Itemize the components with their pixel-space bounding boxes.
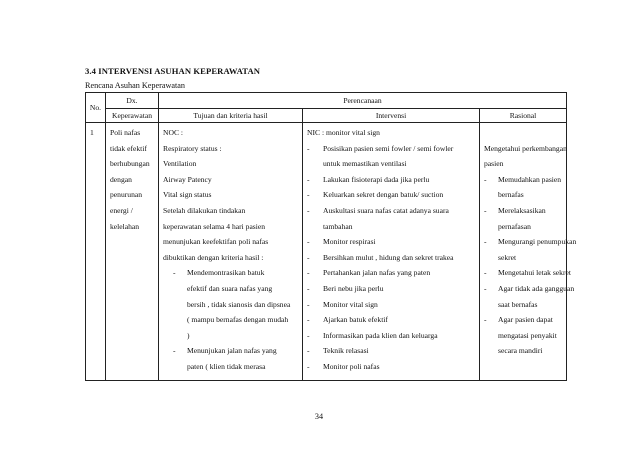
tujuan-line: Vital sign status bbox=[163, 190, 212, 200]
intervensi-item bbox=[307, 203, 475, 234]
bullet-dash: - bbox=[307, 237, 310, 247]
bullet-dash: - bbox=[307, 252, 310, 262]
rasional-item-line: Merelaksasikan bbox=[498, 205, 546, 215]
intervensi-item-line: Informasikan pada klien dan keluarga bbox=[323, 330, 438, 340]
intervensi-item-line: Monitor vital sign bbox=[323, 299, 378, 309]
criteria-item bbox=[163, 265, 298, 343]
cell-tujuan bbox=[159, 123, 303, 381]
table-row bbox=[86, 123, 567, 381]
header-tujuan: Tujuan dan kriteria hasil bbox=[159, 109, 303, 123]
header-dx bbox=[106, 93, 159, 109]
rasional-item bbox=[484, 203, 562, 234]
rasional-item-line: Memudahkan pasien bbox=[498, 174, 562, 184]
bullet-dash: - bbox=[307, 174, 310, 184]
rasional-item-line: saat bernafas bbox=[498, 299, 538, 309]
rasional-intro-line: Mengetahui perkembangan bbox=[484, 143, 567, 153]
intervensi-title: NIC : monitor vital sign bbox=[307, 128, 380, 137]
bullet-dash: - bbox=[173, 346, 176, 356]
intervensi-item-line: Monitor poli nafas bbox=[323, 361, 380, 371]
intervensi-item bbox=[307, 250, 475, 266]
intervensi-item bbox=[307, 265, 475, 281]
rasional-intro-line: pasien bbox=[484, 159, 504, 169]
intervensi-item bbox=[307, 297, 475, 313]
bullet-dash: - bbox=[307, 299, 310, 309]
cell-intervensi bbox=[303, 123, 480, 381]
intervensi-item bbox=[307, 234, 475, 250]
rasional-item-line: pernafasan bbox=[498, 221, 531, 231]
rasional-item bbox=[484, 265, 571, 281]
row-number: 1 bbox=[90, 128, 94, 137]
bullet-dash: - bbox=[307, 315, 310, 325]
criteria-line: Menunjukan jalan nafas yang bbox=[187, 346, 277, 356]
cell-diagnosis bbox=[106, 123, 159, 381]
intervensi-item bbox=[307, 312, 475, 328]
criteria-line: Mendemontrasikan batuk bbox=[187, 268, 265, 278]
bullet-dash: - bbox=[484, 237, 487, 247]
header-dx-line1: Dx. bbox=[126, 96, 138, 105]
section-heading: 3.4 INTERVENSI ASUHAN KEPERAWATAN bbox=[85, 66, 261, 76]
header-keperawatan: Keperawatan bbox=[106, 109, 159, 123]
rasional-item bbox=[484, 234, 577, 265]
header-rasional: Rasional bbox=[480, 109, 567, 123]
bullet-dash: - bbox=[307, 283, 310, 293]
intervensi-item bbox=[307, 343, 475, 359]
intervensi-item bbox=[307, 359, 475, 375]
criteria-line: ) bbox=[187, 330, 190, 340]
bullet-dash: - bbox=[484, 205, 487, 215]
intervensi-item-line: untuk memastikan ventilasi bbox=[323, 159, 407, 169]
intervensi-item-line: Lakukan fisioterapi dada jika perlu bbox=[323, 174, 430, 184]
header-intervensi: Intervensi bbox=[303, 109, 480, 123]
intervensi-item-line: Beri nebu jika perlu bbox=[323, 283, 384, 293]
diagnosis-line: penurunan bbox=[110, 190, 143, 200]
rasional-item bbox=[484, 172, 562, 203]
tujuan-line: NOC : bbox=[163, 128, 184, 137]
bullet-dash: - bbox=[307, 330, 310, 340]
intervensi-item-line: Posisikan pasien semi fowler / semi fowler bbox=[323, 143, 454, 153]
diagnosis-line: kelelahan bbox=[110, 221, 140, 231]
cell-rasional bbox=[480, 123, 577, 381]
rasional-item-line: bernafas bbox=[498, 190, 524, 200]
table-header-row bbox=[86, 93, 567, 109]
criteria-line: ( mampu bernafas dengan mudah bbox=[187, 315, 289, 325]
bullet-dash: - bbox=[307, 143, 310, 153]
tujuan-line: Respiratory status : bbox=[163, 143, 222, 153]
rasional-item-line: mengatasi penyakit bbox=[498, 330, 557, 340]
intervensi-item bbox=[307, 328, 475, 344]
bullet-dash: - bbox=[307, 361, 310, 371]
rasional-list bbox=[484, 172, 577, 359]
header-perencanaan: Perencanaan bbox=[159, 93, 567, 109]
tujuan-line: Setelah dilakukan tindakan bbox=[163, 205, 246, 215]
diagnosis-line: energi / bbox=[110, 205, 133, 215]
intervensi-item-line: Monitor respirasi bbox=[323, 237, 376, 247]
rasional-item-line: Mengetahui letak sekret bbox=[498, 268, 571, 278]
intervensi-item bbox=[307, 187, 475, 203]
care-plan-table bbox=[85, 92, 577, 381]
intervensi-item-line: Pertahankan jalan nafas yang paten bbox=[323, 268, 431, 278]
section-subheading: Rencana Asuhan Keperawatan bbox=[85, 81, 186, 90]
intervensi-item bbox=[307, 281, 475, 297]
rasional-item bbox=[484, 281, 575, 312]
bullet-dash: - bbox=[307, 190, 310, 200]
intervensi-item bbox=[307, 141, 475, 172]
cell-no bbox=[86, 123, 106, 381]
bullet-dash: - bbox=[173, 268, 176, 278]
intervensi-item-line: Ajarkan batuk efektif bbox=[323, 315, 388, 325]
rasional-item-line: Mengurangi penumpukan bbox=[498, 237, 577, 247]
intervensi-item bbox=[307, 172, 475, 188]
intervensi-item-line: tambahan bbox=[323, 221, 353, 231]
intervensi-item-line: Bersihkan mulut , hidung dan sekret trakea bbox=[323, 252, 454, 262]
diagnosis-line: Poli nafas bbox=[110, 128, 141, 137]
bullet-dash: - bbox=[484, 315, 487, 325]
bullet-dash: - bbox=[484, 174, 487, 184]
rasional-item bbox=[484, 312, 562, 359]
criteria-line: bersih , tidak sianosis dan dipsnea bbox=[187, 299, 291, 309]
tujuan-line: Ventilation bbox=[163, 159, 197, 169]
tujuan-line: dibuktikan dengan kriteria hasil : bbox=[163, 252, 264, 262]
bullet-dash: - bbox=[307, 205, 310, 215]
bullet-dash: - bbox=[307, 268, 310, 278]
bullet-dash: - bbox=[484, 268, 487, 278]
diagnosis-line: dengan bbox=[110, 174, 132, 184]
page-number: 34 bbox=[314, 412, 324, 421]
criteria-item bbox=[163, 343, 298, 374]
intervensi-item-line: Keluarkan sekret dengan batuk/ suction bbox=[323, 190, 444, 200]
bullet-dash: - bbox=[484, 283, 487, 293]
intervensi-list bbox=[307, 141, 475, 375]
diagnosis-line: tidak efektif bbox=[110, 143, 147, 153]
rasional-item-line: Agar pasien dapat bbox=[498, 315, 553, 325]
rasional-item-line: secara mandiri bbox=[498, 346, 543, 356]
criteria-line: paten ( klien tidak merasa bbox=[187, 361, 266, 371]
intervensi-item-line: Teknik relasasi bbox=[323, 346, 369, 356]
criteria-line: efektif dan suara nafas yang bbox=[187, 283, 273, 293]
tujuan-line: keperawatan selama 4 hari pasien bbox=[163, 221, 266, 231]
tujuan-line: menunjukan keefektifan poli nafas bbox=[163, 237, 269, 247]
header-no: No. bbox=[86, 93, 106, 123]
diagnosis-line: berhubungan bbox=[110, 159, 150, 169]
tujuan-line: Airway Patency bbox=[163, 174, 212, 184]
intervensi-item-line: Auskultasi suara nafas catat adanya suara bbox=[323, 205, 449, 215]
rasional-item-line: sekret bbox=[498, 252, 517, 262]
table-subheader-row bbox=[86, 109, 567, 123]
rasional-item-line: Agar tidak ada gangguan bbox=[498, 283, 575, 293]
bullet-dash: - bbox=[307, 346, 310, 356]
